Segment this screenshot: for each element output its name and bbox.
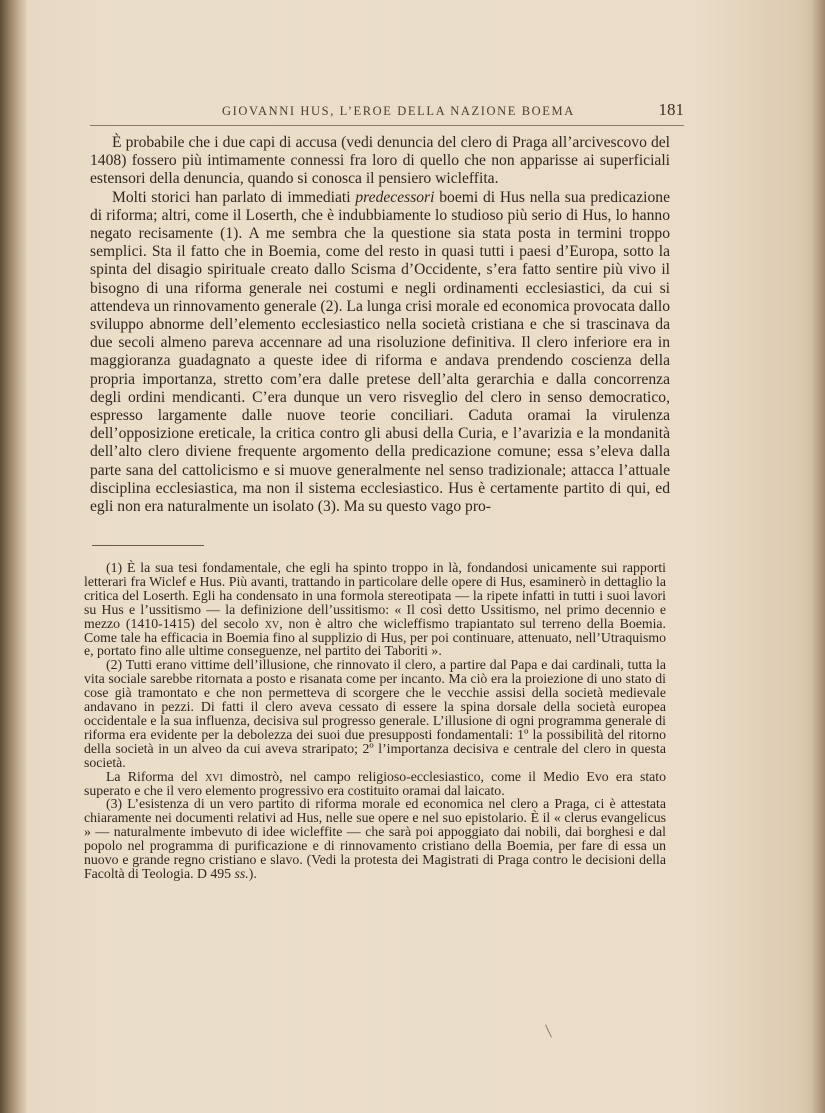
footnote-3 [84,797,666,880]
page-edge-shadow [811,0,825,1113]
running-head: GIOVANNI HUS, L’EROE DELLA NAZIONE BOEMA [222,104,575,118]
footnote-3-text-start: (3) L’esistenza di un vero partito di riforma morale ed economica nel clero a Praga, ci è attestata chiaramente nei documenti relativi ad Hus, nelle sue opere e nel suo epistolario. È il « clerus evangelicus » — naturalmente imbevuto di idee wicleffite — che sarà poi appoggiato dai nobili, dai borghesi e dal popolo nel programma di purificazione e di rinnovamento cristiano della Boemia, per fare di essa un nuovo e grande regno cristiano e slavo. (Vedi la protesta dei Magistrati di Praga contro le decisioni della Facoltà di Teologia. D 495 [84,796,666,881]
footnote-1-text-start: (1) È la sua tesi fondamentale, che egli ha spinto troppo in là, fondandosi unicamente sui rapporti letterari fra Wiclef e Hus. Più avanti, trattando in particolare delle opere di Hus, esaminerò in dettaglio la critica del Loserth. Egli ha condensato in una formola stereotipata — la ripete infatti in tutti i suoi lavori su Hus e l’ussitismo — la definizione dell’ussitismo: « Il così detto Ussitismo, nel primo decennio e mezzo (1410-1415) del secolo [84,560,666,631]
footnote-1 [84,561,666,658]
footnote-3-italic-ss: ss. [234,865,249,881]
italic-predecessori: predecessori [355,188,435,206]
footnote-separator [92,545,204,546]
footnote-1-text-rest: , non è altro che wicleffismo trapiantato sul terreno della Boemia. Come tale ha efficacia in Boemia fino al supplizio di Hus, per poi continuare, attenuato, nell’Utraquismo e, portato fino alle ultime conseguenze, nel partito dei Taboriti ». [84,615,666,659]
header-rule [90,125,684,126]
paragraph-2-text-start: Molti storici han parlato di immediati [112,188,356,206]
main-text [90,134,670,516]
paragraph-2 [90,189,670,517]
paragraph-1 [90,134,670,189]
paragraph-2-text-rest: boemi di Hus nella sua predicazione di riforma; altri, come il Loserth, che è indubbiamente lo studioso più serio di Hus, lo hanno negato recisamente (1). A me sembra che la questione sia stata posta in termini troppo semplici. Sta il fatto che in Boemia, come del resto in quasi tutti i paesi d’Europa, sotto la spinta del disagio spirituale creato dallo Scisma d’Occidente, s’era fatto sentire più vivo il bisogno di una riforma generale nei costumi e negli ordinamenti ecclesiastici, da cui si attendeva un rinnovamento generale (2). La lunga crisi morale ed economica provocata dallo sviluppo abnorme dell’elemento ecclesiastico nella società cristiana e che si trascinava da due secoli almeno pareva accennare ad una risoluzione definitiva. Il clero inferiore era in maggioranza guadagnato a queste idee di riforma e andava prendendo coscienza della propria importanza, stretto com’era dalle pretese dell’alta gerarchia e dalla concorrenza degli ordini mendicanti. C’era dunque un vero risveglio del clero in senso democratico, espresso largamente dalle nuove teorie conciliari. Caduta oramai la virulenza dell’opposizione ereticale, la critica contro gli abusi della Curia, e l’avarizia e la mondanità dell’alto clero diviene frequente argomento della predicazione comune; essa s’eleva dalla parte sana del cattolicismo e si muove generalmente nel senso tradizionale; attacca l’attuale disciplina ecclesiastica, ma non il sistema ecclesiastico. Hus è certamente partito di qui, ed egli non era naturalmente un isolato (3). Ma su questo vago pro- [90,188,670,516]
page-number: 181 [658,100,684,119]
page-header [90,100,684,126]
book-binding-shadow [0,0,26,1113]
footnote-2-text: (2) Tutti erano vittime dell’illusione, che rinnovato il clero, a partire dal Papa e dai cardinali, tutta la vita sociale sarebbe ritornata a posto e risanata come per incanto. Ma ciò era la proiezione di uno stato di cose già tramontato e che non permetteva di scorgere che le vecchie assisi della società medievale andavano in pezzi. Di fatti il clero aveva cessato di essere la spina dorsale della società europea occidentale e la sua influenza, decisiva sul progresso generale. L’illusione di ogni programma generale di riforma era evidente per la debolezza dei suoi due presupposti fondamentali: 1º la possibilità del ritorno della società in un alveo da cui aveva straripato; 2º l’importanza decisiva e centrale del clero in questa società. [84,657,666,770]
pencil-mark [545,1024,552,1037]
footnote-1-century: xv [264,615,280,631]
footnote-2-cont-start: La Riforma del [106,768,206,784]
footnotes [84,561,666,881]
footnote-2 [84,658,666,769]
footnote-2-continuation [84,770,666,798]
footnote-2-century: xvi [205,768,223,784]
paragraph-1-text: È probabile che i due capi di accusa (vedi denuncia del clero di Praga all’arcivescovo del 1408) fossero più intimamente connessi fra loro di quello che non apparisse ai superficiali estensori della denuncia, quando si conosca il pensiero wicleffita. [90,134,670,188]
footnote-2-cont-rest: dimostrò, nel campo religioso-ecclesiastico, come il Medio Evo era stato superato e che il vero elemento progressivo era costituito oramai dal laicato. [84,768,667,798]
footnote-3-text-end: ). [248,865,257,881]
